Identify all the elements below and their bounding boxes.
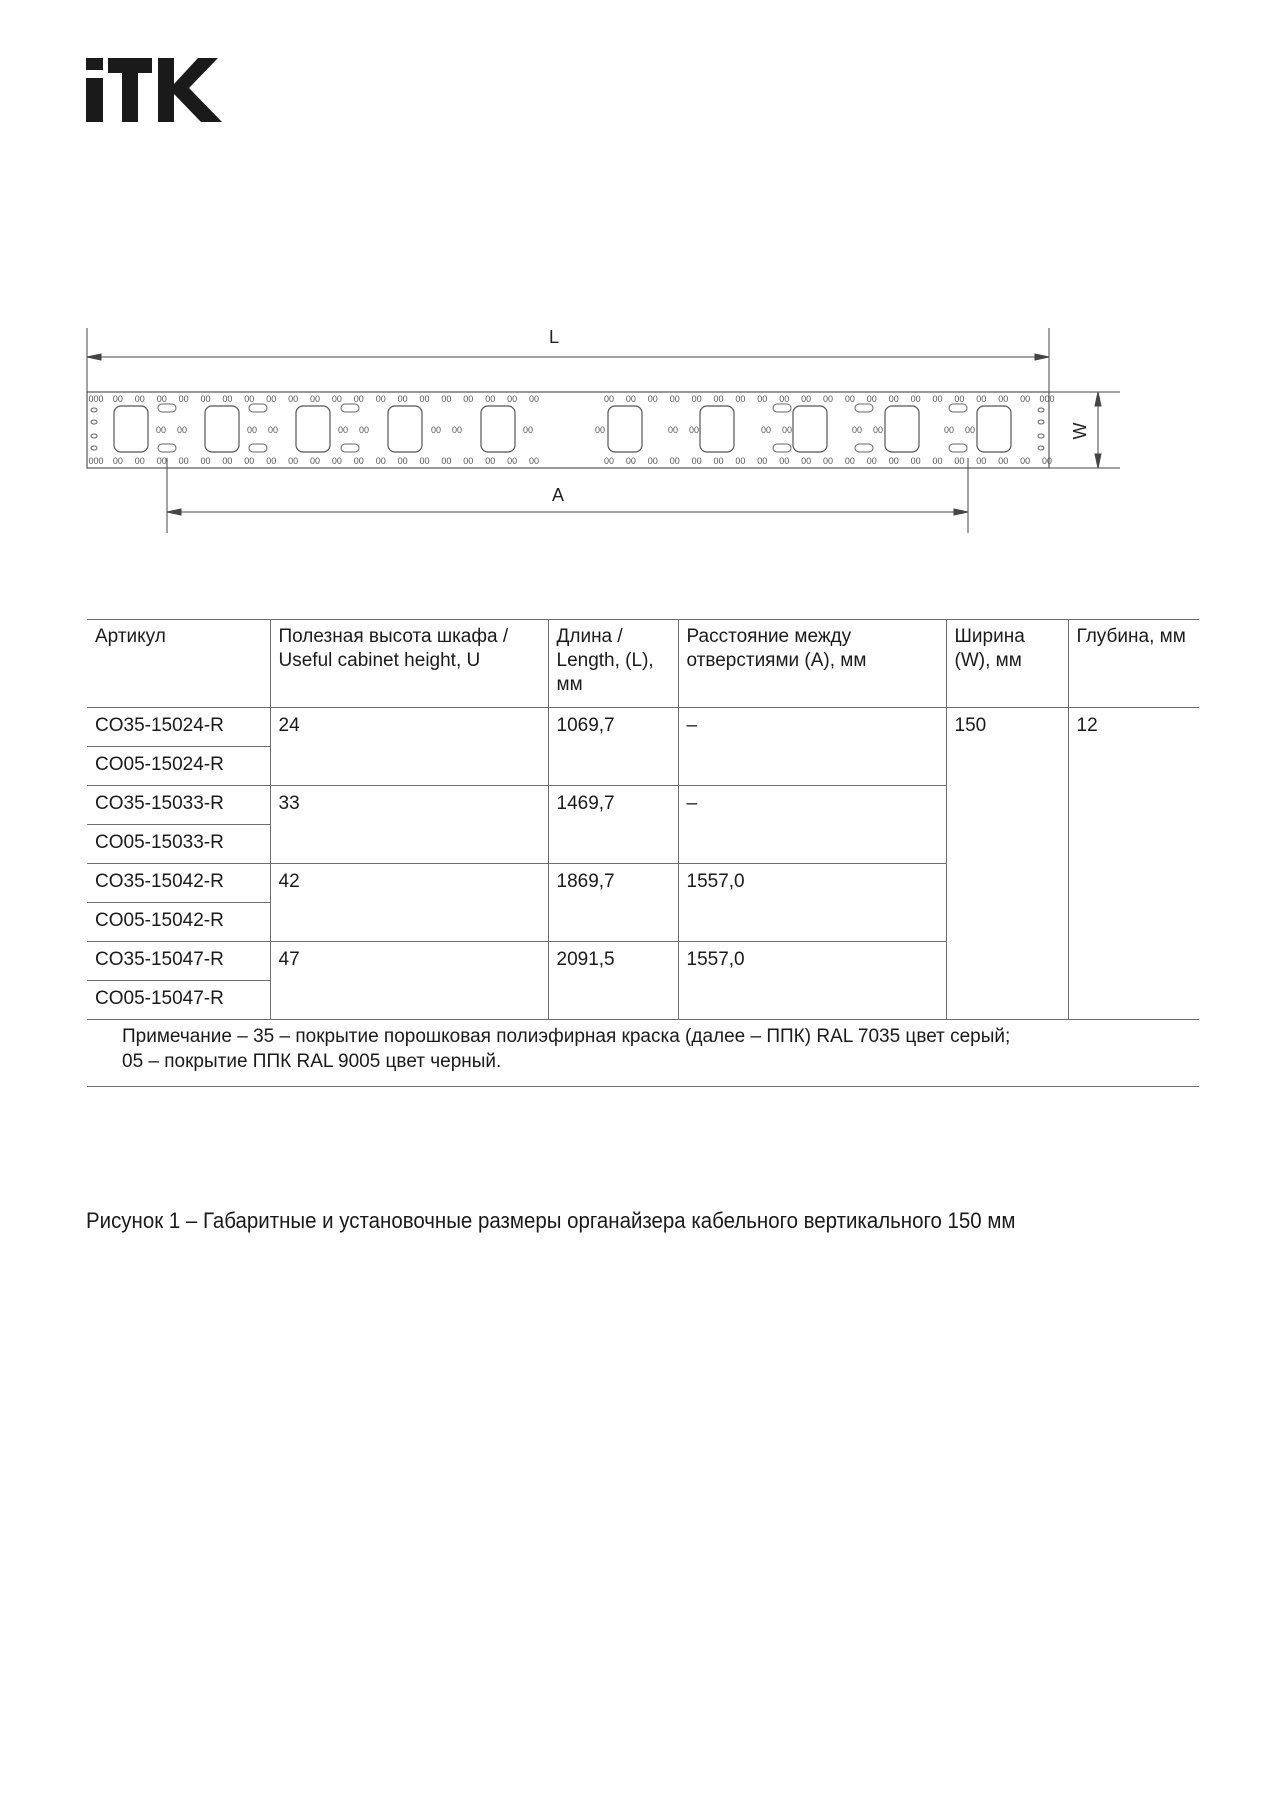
dimension-label-a: A: [551, 485, 565, 505]
arrow-head: [954, 509, 968, 515]
header-useful-height: Полезная высота шкафа / Useful cabinet height, U: [270, 620, 548, 708]
mounting-hole: [91, 434, 97, 438]
cable-slot: [977, 406, 1011, 452]
hole-label: 00: [779, 394, 790, 404]
hole-label: 00: [331, 456, 342, 466]
hole-label: 00: [872, 425, 884, 435]
hole-label: 00: [1041, 456, 1053, 466]
hole-label: 00: [735, 394, 746, 404]
hole-label: 00: [647, 456, 658, 466]
dimension-label-w: W: [1070, 422, 1090, 440]
hole-label: 00: [943, 425, 955, 435]
hole-label: 00: [288, 456, 299, 466]
hole-label: 00: [507, 456, 518, 466]
hole-label: 00: [667, 425, 679, 435]
hole-label: 00: [507, 394, 518, 404]
note-line-1: Примечание – 35 – покрытие порошковая полиэфирная краска (далее – ППК) RAL 7035 цвет серый;: [122, 1026, 1011, 1047]
hole-label: 00: [779, 456, 790, 466]
hole-label: 00: [155, 425, 167, 435]
hole-label: 00: [932, 394, 943, 404]
hole-label: 00: [441, 394, 452, 404]
hole-label: 00: [866, 456, 877, 466]
hole-label: 00: [625, 456, 636, 466]
hole-label: 00: [331, 394, 342, 404]
arrow-head: [1095, 454, 1101, 468]
hole-label: 00: [1020, 456, 1031, 466]
arrow-head: [1095, 392, 1101, 406]
hole-label: 00: [866, 394, 877, 404]
cell-height: 47: [270, 942, 548, 1020]
hole-label: 000: [88, 456, 104, 466]
cell-article: CO05-15024-R: [87, 747, 270, 786]
hole-label: 00: [222, 456, 233, 466]
hole-label: 00: [485, 456, 496, 466]
hole-label: 00: [337, 425, 349, 435]
hole-label: 000: [88, 394, 104, 404]
hole-label: 00: [998, 394, 1009, 404]
table-note: [87, 1020, 1199, 1087]
hole-label: 00: [757, 394, 768, 404]
mounting-hole: [91, 408, 97, 412]
hole-label: 00: [375, 394, 386, 404]
hole-label: 00: [603, 456, 615, 466]
cable-slot: [296, 406, 330, 452]
perforation-holes: [91, 404, 1044, 452]
keyhole: [341, 404, 359, 412]
hole-label: 00: [801, 394, 812, 404]
mounting-hole: [1038, 408, 1044, 412]
hole-label: 00: [309, 394, 321, 404]
hole-label: 00: [822, 456, 834, 466]
hole-label: 00: [222, 394, 233, 404]
keyhole: [341, 444, 359, 452]
hole-label: 00: [419, 456, 430, 466]
hole-label: 00: [713, 394, 724, 404]
header-length: Длина / Length, (L), мм: [548, 620, 678, 708]
keyhole: [158, 404, 176, 412]
cell-height: 33: [270, 786, 548, 864]
hole-label: 00: [713, 456, 724, 466]
cell-article: CO05-15033-R: [87, 825, 270, 864]
cell-distance: 1557,0: [678, 942, 946, 1020]
header-article: Артикул: [87, 620, 270, 708]
figure-caption: Рисунок 1 – Габаритные и установочные размеры органайзера кабельного вертикального 150 мм: [86, 1208, 1016, 1233]
mounting-hole: [1038, 420, 1044, 424]
cell-length: 1069,7: [548, 708, 678, 786]
hole-label: 00: [266, 394, 277, 404]
hole-label: 00: [200, 394, 211, 404]
hole-label: 00: [485, 394, 496, 404]
hole-label: 000: [1039, 394, 1055, 404]
keyhole: [855, 404, 873, 412]
hole-label: 00: [176, 425, 188, 435]
hole-label: 00: [910, 456, 921, 466]
hole-labels-middle: [156, 425, 975, 435]
hole-label: 00: [430, 425, 442, 435]
cell-article: CO05-15042-R: [87, 903, 270, 942]
mounting-hole: [91, 446, 97, 450]
hole-label: 00: [266, 456, 277, 466]
hole-label: 00: [1020, 394, 1031, 404]
hole-label: 00: [397, 456, 408, 466]
hole-label: 00: [998, 456, 1009, 466]
hole-label: 00: [888, 456, 899, 466]
table-header-row: [87, 620, 1199, 708]
mounting-hole: [1038, 446, 1044, 450]
note-line-2: 05 – покрытие ППК RAL 9005 цвет черный.: [122, 1051, 502, 1072]
table-note-row: [87, 1020, 1199, 1087]
cell-distance: –: [678, 708, 946, 786]
cell-article: CO35-15033-R: [87, 786, 270, 825]
cell-length: 1869,7: [548, 864, 678, 942]
cable-slot: [388, 406, 422, 452]
arrow-head: [1035, 354, 1049, 360]
hole-label: 00: [669, 394, 680, 404]
hole-label: 00: [528, 394, 540, 404]
keyhole: [249, 404, 267, 412]
mounting-hole: [1038, 434, 1044, 438]
keyhole: [773, 444, 791, 452]
cable-slot: [481, 406, 515, 452]
hole-label: 00: [112, 394, 123, 404]
header-hole-distance: Расстояние между отверстиями (А), мм: [678, 620, 946, 708]
keyhole: [949, 404, 967, 412]
cell-length: 2091,5: [548, 942, 678, 1020]
cable-slot: [114, 406, 148, 452]
spec-table: [87, 619, 1199, 1087]
cable-slot: [700, 406, 734, 452]
hole-label: 00: [309, 456, 321, 466]
keyhole: [773, 404, 791, 412]
hole-label: 00: [760, 425, 772, 435]
hole-label: 00: [375, 456, 386, 466]
hole-label: 00: [822, 394, 834, 404]
hole-label: 00: [691, 456, 702, 466]
hole-label: 00: [691, 394, 702, 404]
hole-label: 00: [954, 456, 965, 466]
header-width: Ширина (W), мм: [946, 620, 1068, 708]
hole-label: 00: [603, 394, 615, 404]
hole-label: 00: [735, 456, 746, 466]
hole-label: 00: [267, 425, 279, 435]
hole-label: 00: [647, 394, 658, 404]
cable-slot: [885, 406, 919, 452]
hole-label: 00: [932, 456, 943, 466]
hole-label: 00: [134, 456, 145, 466]
organizer-drawing: [80, 320, 1130, 540]
cable-slot: [793, 406, 827, 452]
dimension-label-l: L: [548, 327, 560, 347]
cell-article: CO35-15047-R: [87, 942, 270, 981]
keyhole: [949, 444, 967, 452]
itk-logo-mark: [86, 58, 222, 122]
hole-label: 00: [781, 425, 793, 435]
cable-slot: [205, 406, 239, 452]
hole-label: 00: [625, 394, 636, 404]
hole-label: 00: [964, 425, 976, 435]
hole-label: 00: [353, 394, 364, 404]
cell-length: 1469,7: [548, 786, 678, 864]
arrow-head: [87, 354, 101, 360]
arrow-head: [167, 509, 181, 515]
cell-distance: –: [678, 786, 946, 864]
hole-label: 00: [463, 456, 474, 466]
cell-height: 42: [270, 864, 548, 942]
cable-slot: [608, 406, 642, 452]
hole-label: 00: [358, 425, 370, 435]
hole-label: 00: [463, 394, 474, 404]
hole-label: 00: [976, 456, 987, 466]
cell-width: 150: [946, 708, 1068, 1020]
hole-label: 00: [976, 394, 987, 404]
hole-label: 00: [954, 394, 965, 404]
hole-label: 00: [178, 394, 189, 404]
hole-label: 00: [451, 425, 463, 435]
hole-label: 00: [801, 456, 812, 466]
hole-label: 00: [353, 456, 364, 466]
hole-label: 00: [594, 425, 606, 435]
hole-label: 00: [888, 394, 899, 404]
hole-label: 00: [178, 456, 189, 466]
keyhole: [249, 444, 267, 452]
hole-label: 00: [156, 394, 167, 404]
hole-label: 00: [244, 394, 255, 404]
keyhole: [855, 444, 873, 452]
hole-label: 00: [757, 456, 768, 466]
cell-article: CO35-15024-R: [87, 708, 270, 747]
hole-label: 00: [441, 456, 452, 466]
hole-label: 00: [156, 456, 167, 466]
hole-label: 00: [844, 394, 855, 404]
hole-label: 00: [528, 456, 540, 466]
cell-distance: 1557,0: [678, 864, 946, 942]
hole-label: 00: [200, 456, 211, 466]
cell-article: CO35-15042-R: [87, 864, 270, 903]
hole-label: 00: [419, 394, 430, 404]
cell-depth: 12: [1068, 708, 1199, 1020]
hole-label: 00: [522, 425, 534, 435]
hole-label: 00: [397, 394, 408, 404]
itk-logo: [86, 58, 222, 122]
hole-label: 00: [851, 425, 863, 435]
cell-article: CO05-15047-R: [87, 981, 270, 1020]
mounting-hole: [91, 420, 97, 424]
hole-label: 00: [688, 425, 700, 435]
hole-label: 00: [669, 456, 680, 466]
hole-label: 00: [288, 394, 299, 404]
keyhole: [158, 444, 176, 452]
hole-label: 00: [134, 394, 145, 404]
hole-label: 00: [112, 456, 123, 466]
hole-label: 00: [844, 456, 855, 466]
hole-label: 00: [244, 456, 255, 466]
hole-labels-bottom: [88, 456, 1052, 466]
header-depth: Глубина, мм: [1068, 620, 1199, 708]
cell-height: 24: [270, 708, 548, 786]
hole-label: 00: [246, 425, 258, 435]
table-row: [87, 708, 1199, 747]
hole-label: 00: [910, 394, 921, 404]
hole-labels-top: [88, 394, 1054, 404]
